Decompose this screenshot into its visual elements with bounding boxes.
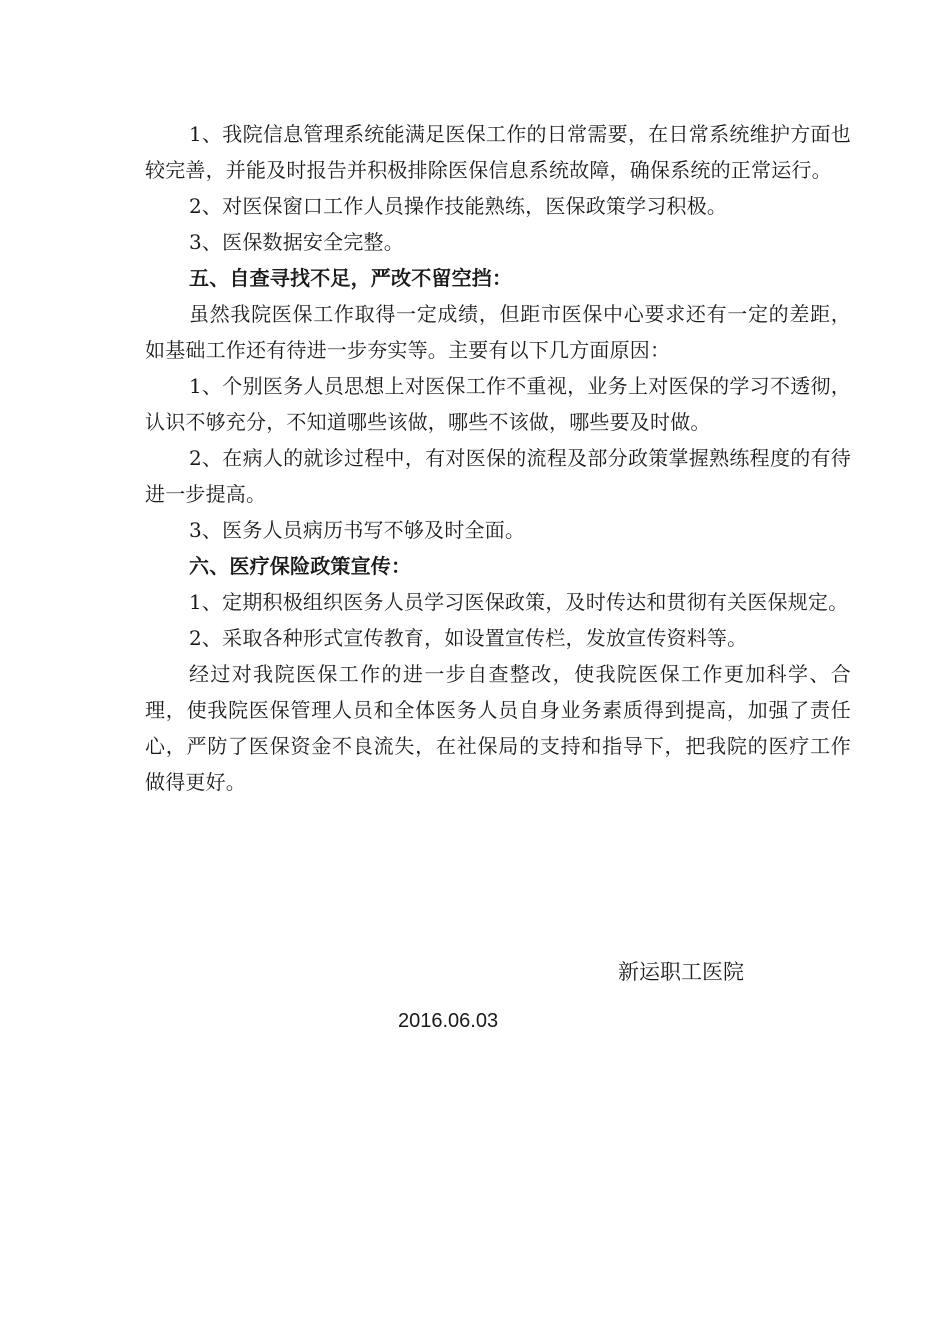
paragraph-policy-1: 1、定期积极组织医务人员学习医保政策，及时传达和贯彻有关医保规定。 xyxy=(189,590,849,614)
paragraph-reason-1: 1、个别医务人员思想上对医保工作不重视，业务上对医保的学习不透彻，认识不够充分，不知道哪些该做，哪些不该做，哪些要及时做。 xyxy=(145,374,851,434)
paragraph-reason-2: 2、在病人的就诊过程中，有对医保的流程及部分政策掌握熟练程度的有待进一步提高。 xyxy=(145,446,851,506)
section-heading-policy-publicity: 六、医疗保险政策宣传： xyxy=(189,554,412,578)
paragraph-system-maintenance: 1、我院信息管理系统能满足医保工作的日常需要，在日常系统维护方面也较完善，并能及时报告并积极排除医保信息系统故障，确保系统的正常运行。 xyxy=(145,122,851,182)
paragraph-window-staff: 2、对医保窗口工作人员操作技能熟练，医保政策学习积极。 xyxy=(189,194,728,218)
paragraph-reason-3: 3、医务人员病历书写不够及时全面。 xyxy=(189,518,526,542)
signature-hospital-name: 新运职工医院 xyxy=(618,960,744,984)
document-date: 2016.06.03 xyxy=(398,1010,499,1032)
paragraph-shortcomings: 虽然我院医保工作取得一定成绩，但距市医保中心要求还有一定的差距，如基础工作还有待进一步夯实等。主要有以下几方面原因： xyxy=(145,302,851,362)
section-heading-self-inspection: 五、自查寻找不足，严改不留空挡： xyxy=(189,266,513,290)
document-body xyxy=(145,116,851,800)
paragraph-policy-2: 2、采取各种形式宣传教育，如设置宣传栏，发放宣传资料等。 xyxy=(189,626,748,650)
paragraph-data-security: 3、医保数据安全完整。 xyxy=(189,230,404,254)
paragraph-conclusion: 经过对我院医保工作的进一步自查整改，使我院医保工作更加科学、合理，使我院医保管理人员和全体医务人员自身业务素质得到提高，加强了责任心，严防了医保资金不良流失，在社保局的支持和指导下，把我院的医疗工作做得更好。 xyxy=(145,662,851,794)
